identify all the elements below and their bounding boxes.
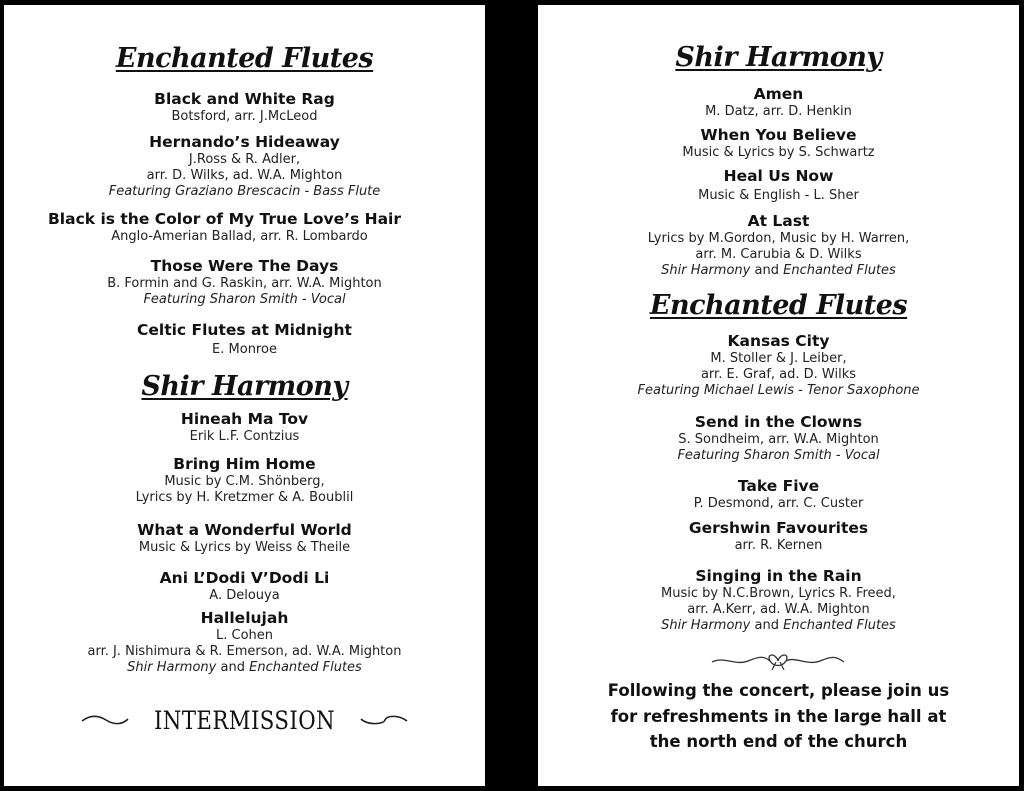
piece-title: Send in the Clowns [694,413,863,431]
piece-credits: arr. J. Nishimura & R. Emerson, ad. W.A. Mighton [87,644,402,659]
piece-title: What a Wonderful World [137,521,352,539]
performer-and: and [220,660,245,675]
program-item [538,567,1019,634]
program-item [4,321,485,358]
piece-credits: M. Stoller & J. Leiber, [710,351,847,366]
performer-and: and [754,618,779,633]
section-heading: Shir Harmony [675,42,882,73]
piece-title: Heal Us Now [723,167,834,185]
program-item [4,90,485,125]
piece-performers [538,618,1019,634]
intermission-banner [4,706,485,735]
program-item [538,413,1019,464]
program-page-right [538,5,1019,786]
program-item [538,332,1019,399]
piece-credits: Lyrics by H. Kretzmer & A. Boublil [135,490,354,505]
piece-title: Black and White Rag [154,90,335,108]
piece-title: When You Believe [700,126,857,144]
piece-credits: Lyrics by M.Gordon, Music by H. Warren, [647,231,910,246]
program-item [4,455,485,506]
performer-name: Enchanted Flutes [249,660,362,675]
piece-title: Those Were The Days [150,257,339,275]
piece-credits: arr. R. Kernen [734,538,823,553]
piece-title: Singing in the Rain [695,567,862,585]
piece-featuring: Featuring Michael Lewis - Tenor Saxophone [637,383,920,398]
piece-title: Hallelujah [200,609,289,627]
piece-credits: J.Ross & R. Adler, [188,152,301,167]
closing-line: Following the concert, please join us [607,681,950,700]
program-item [4,521,485,556]
piece-credits: Music by C.M. Shönberg, [164,474,325,489]
piece-credits: Music & Lyrics by Weiss & Theile [138,540,351,555]
program-item [538,519,1019,554]
piece-featuring: Featuring Sharon Smith - Vocal [143,292,346,307]
program-item [4,609,485,676]
piece-credits: M. Datz, arr. D. Henkin [705,104,852,119]
program-item [538,126,1019,161]
piece-title: Black is the Color of My True Love’s Hair [47,210,401,228]
section-heading: Shir Harmony [141,371,348,402]
piece-title: Celtic Flutes at Midnight [137,321,352,339]
piece-credits: S. Sondheim, arr. W.A. Mighton [678,432,879,447]
closing-line: the north end of the church [649,732,908,751]
piece-title: At Last [747,212,810,230]
performer-name: Enchanted Flutes [783,618,896,633]
piece-credits: Music by N.C.Brown, Lyrics R. Freed, [661,586,896,601]
piece-title: Amen [753,85,804,103]
piece-featuring: Featuring Graziano Brescacin - Bass Flute [108,184,381,199]
program-item [4,410,485,445]
program-item [538,477,1019,512]
performer-and: and [754,263,779,278]
piece-credits: Erik L.F. Contzius [189,429,300,444]
piece-title: Hernando’s Hideaway [149,133,340,151]
ribbon-ornament [708,650,848,672]
piece-title: Bring Him Home [173,455,316,473]
program-item [538,212,1019,279]
program-item [538,85,1019,120]
piece-performers [4,660,485,676]
piece-credits: arr. A.Kerr, ad. W.A. Mighton [687,602,870,617]
program-item [4,133,485,200]
program-item [4,569,485,604]
piece-credits: arr. D. Wilks, ad. W.A. Mighton [146,168,343,183]
piece-title: Gershwin Favourites [688,519,869,537]
piece-title: Kansas City [727,332,830,350]
piece-credits: Music & English - L. Sher [698,188,859,203]
piece-credits: B. Formin and G. Raskin, arr. W.A. Mighton [107,276,382,291]
performer-name: Shir Harmony [127,660,217,675]
performer-name: Enchanted Flutes [783,263,896,278]
performer-name: Shir Harmony [661,263,751,278]
right-swash-ornament [359,713,409,729]
piece-credits: A. Delouya [209,588,280,603]
left-swash-ornament [80,713,130,729]
piece-credits: E. Monroe [212,342,277,357]
piece-performers [538,263,1019,279]
program-item [4,257,485,308]
program-page-left [4,5,485,786]
piece-title: Ani L’Dodi V’Dodi Li [159,569,330,587]
section-heading: Enchanted Flutes [649,290,908,321]
piece-credits: arr. M. Carubia & D. Wilks [695,247,862,262]
piece-featuring: Featuring Sharon Smith - Vocal [677,448,880,463]
piece-title: Take Five [737,477,820,495]
closing-note [538,678,1019,755]
performer-name: Shir Harmony [661,618,751,633]
piece-credits: Music & Lyrics by S. Schwartz [682,145,875,160]
closing-line: for refreshments in the large hall at [610,706,947,726]
piece-credits: arr. E. Graf, ad. D. Wilks [700,367,857,382]
intermission-label: INTERMISSION [153,706,336,735]
piece-credits: Botsford, arr. J.McLeod [171,109,318,124]
piece-credits: Anglo-Amerian Ballad, arr. R. Lombardo [111,229,368,244]
piece-credits: P. Desmond, arr. C. Custer [693,496,864,511]
program-item [0,210,485,245]
piece-title: Hineah Ma Tov [180,410,309,428]
program-item [538,167,1019,204]
piece-credits: L. Cohen [215,628,273,643]
section-heading: Enchanted Flutes [115,43,374,74]
